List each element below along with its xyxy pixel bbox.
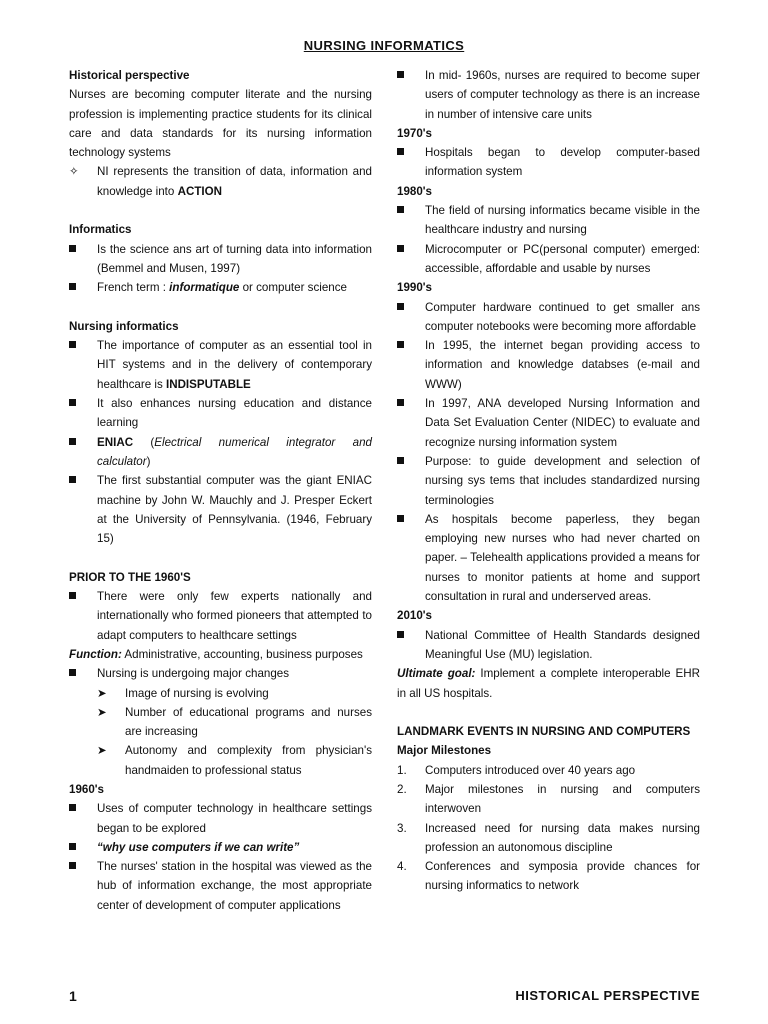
arrowhead-bullet-icon: ➤ — [97, 744, 107, 758]
list-item: Hospitals began to develop computer-based information system — [397, 143, 700, 182]
arrowhead-bullet-icon: ➤ — [97, 705, 107, 719]
list-item: The nurses' station in the hospital was viewed as the hub of information exchange, the most appropriate center of development of computer applications — [69, 857, 372, 915]
list-item: Microcomputer or PC(personal computer) emerged: accessible, affordable and usable by nurses — [397, 240, 700, 279]
section-heading-historical-perspective: Historical perspective — [69, 69, 190, 82]
ultimate-goal-line: Ultimate goal: Implement a complete interoperable EHR in all US hospitals. — [397, 667, 700, 700]
section-heading-nursing-informatics: Nursing informatics — [69, 319, 179, 333]
left-column — [69, 66, 372, 915]
numbered-list-item: 4. Conferences and symposia provide chances for nursing informatics to network — [397, 857, 700, 896]
list-item: It also enhances nursing education and distance learning — [69, 394, 372, 433]
square-bullet-icon — [69, 240, 89, 259]
section-heading-prior-to-1960s: PRIOR TO THE 1960'S — [69, 570, 191, 584]
sub-list-item: ➤ Number of educational programs and nurses are increasing — [69, 703, 372, 742]
square-bullet-icon — [69, 587, 89, 606]
list-number: 3. — [397, 821, 407, 835]
sub-list-item: ➤ Autonomy and complexity from physician's handmaiden to professional status — [69, 741, 372, 780]
list-number: 4. — [397, 860, 407, 874]
list-item: Computer hardware continued to get smaller ans computer notebooks were becoming more affordable — [397, 298, 700, 337]
list-item: In 1995, the internet began providing access to information and knowledge databses (e-mail and WWW) — [397, 336, 700, 394]
list-item: The field of nursing informatics became visible in the healthcare industry and nursing — [397, 201, 700, 240]
four-point-star-bullet-icon: ✧ — [69, 165, 79, 179]
square-bullet-icon — [69, 394, 89, 413]
square-bullet-icon — [397, 143, 417, 162]
square-bullet-icon — [69, 433, 89, 452]
square-bullet-icon — [397, 394, 417, 413]
square-bullet-icon — [397, 510, 417, 529]
function-line: Function: Administrative, accounting, business purposes — [69, 647, 363, 661]
section-heading-landmark-events: LANDMARK EVENTS IN NURSING AND COMPUTERS — [397, 725, 691, 739]
section-heading-1990s: 1990's — [397, 281, 432, 295]
list-item: Is the science ans art of turning data into information (Bemmel and Musen, 1997) — [69, 240, 372, 279]
numbered-list-item: 3. Increased need for nursing data makes nursing profession an autonomous discipline — [397, 819, 700, 858]
list-item: As hospitals become paperless, they began employing new nurses who had never charted on paper. – Telehealth applications provided a means for nurses to monitor patients at home and support consultation in rural and underserved areas. — [397, 510, 700, 606]
list-number: 1. — [397, 763, 407, 777]
square-bullet-icon — [397, 66, 417, 85]
list-item: Uses of computer technology in healthcare settings began to be explored — [69, 799, 372, 838]
section-heading-1970s: 1970's — [397, 126, 432, 140]
arrowhead-bullet-icon: ➤ — [97, 686, 107, 700]
list-item: National Committee of Health Standards designed Meaningful Use (MU) legislation. — [397, 626, 700, 665]
square-bullet-icon — [69, 471, 89, 490]
section-heading-1980s: 1980's — [397, 184, 432, 198]
square-bullet-icon — [69, 664, 89, 683]
section-heading-1960s: 1960's — [69, 782, 104, 796]
section-heading-informatics: Informatics — [69, 223, 132, 237]
list-item: In 1997, ANA developed Nursing Information and Data Set Evaluation Center (NIDEC) to evaluate and recognize nursing information system — [397, 394, 700, 452]
square-bullet-icon — [397, 298, 417, 317]
square-bullet-icon — [397, 240, 417, 259]
right-column — [397, 66, 700, 896]
paragraph-historical-perspective: Nurses are becoming computer literate and the nursing profession is implementing practice students for its clinical care and data standards for its nursing information technology systems — [69, 88, 372, 160]
page-number: 1 — [69, 988, 77, 1004]
square-bullet-icon — [397, 452, 417, 471]
square-bullet-icon — [69, 838, 89, 857]
document-title: NURSING INFORMATICS — [303, 38, 465, 53]
list-number: 2. — [397, 782, 407, 796]
footer-section-title: HISTORICAL PERSPECTIVE — [515, 988, 700, 1003]
square-bullet-icon — [69, 857, 89, 876]
square-bullet-icon — [69, 336, 89, 355]
list-item: Nursing is undergoing major changes — [69, 664, 372, 683]
square-bullet-icon — [69, 278, 89, 297]
square-bullet-icon — [397, 201, 417, 220]
square-bullet-icon — [397, 336, 417, 355]
list-item: French term : informatique or computer science — [69, 278, 372, 297]
list-item: In mid- 1960s, nurses are required to become super users of computer technology as there is an increase in number of intensive care units — [397, 66, 700, 124]
square-bullet-icon — [397, 626, 417, 645]
square-bullet-icon — [69, 799, 89, 818]
numbered-list-item: 1. Computers introduced over 40 years ago — [397, 761, 700, 780]
list-item: Purpose: to guide development and selection of nursing sys tems that includes standardized nursing terminologies — [397, 452, 700, 510]
list-item: ✧ NI represents the transition of data, information and knowledge into ACTION — [69, 162, 372, 201]
numbered-list-item: 2. Major milestones in nursing and computers interwoven — [397, 780, 700, 819]
sub-list-item: ➤ Image of nursing is evolving — [69, 684, 372, 703]
list-item: ENIAC (Electrical numerical integrator and calculator) — [69, 433, 372, 472]
list-item: The first substantial computer was the giant ENIAC machine by John W. Mauchly and J. Presper Eckert at the University of Pennsylvania. (1946, February 15) — [69, 471, 372, 548]
list-item: There were only few experts nationally and internationally who formed pioneers that attempted to adapt computers to healthcare settings — [69, 587, 372, 645]
list-item: The importance of computer as an essential tool in HIT systems and in the delivery of contemporary healthcare is INDISPUTABLE — [69, 336, 372, 394]
list-item: “why use computers if we can write” — [69, 838, 372, 857]
subheading-major-milestones: Major Milestones — [397, 744, 492, 758]
section-heading-2010s: 2010's — [397, 609, 432, 623]
